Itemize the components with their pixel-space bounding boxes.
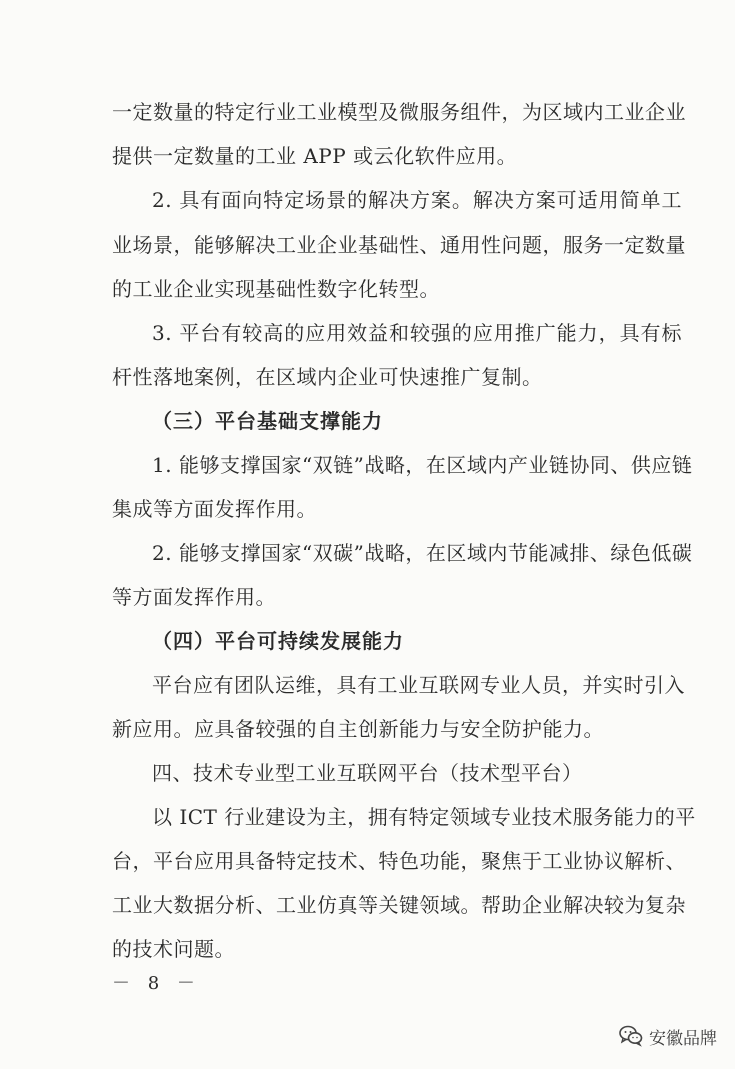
paragraph-line: 的技术问题。 [112,937,235,961]
paragraph-line: 台，平台应用具备特定技术、特色功能，聚焦于工业协议解析、 [112,849,686,873]
paragraph-line: 集成等方面发挥作用。 [112,497,317,521]
subsection-heading: （三）平台基础支撑能力 [152,409,383,433]
wechat-icon [619,1025,643,1047]
paragraph-line: 1. 能够支撑国家“双链”战略，在区域内产业链协同、供应链 [152,453,693,477]
paragraph-line: 工业大数据分析、工业仿真等关键领域。帮助企业解决较为复杂 [112,893,686,917]
paragraph-line: 2. 具有面向特定场景的解决方案。解决方案可适用简单工 [152,188,682,212]
paragraph-line: 杆性落地案例，在区域内企业可快速推广复制。 [112,365,543,389]
watermark [619,1022,717,1050]
subsection-heading: （四）平台可持续发展能力 [152,629,404,653]
watermark-text: 安徽品牌 [649,1028,717,1049]
paragraph-line: 3. 平台有较高的应用效益和较强的应用推广能力，具有标 [152,321,682,345]
paragraph-line: 2. 能够支撑国家“双碳”战略，在区域内节能减排、绿色低碳 [152,541,693,565]
paragraph-line: 提供一定数量的工业 APP 或云化软件应用。 [112,144,518,168]
paragraph-line: 平台应有团队运维，具有工业互联网专业人员，并实时引入 [152,673,685,697]
paragraph-line: 一定数量的特定行业工业模型及微服务组件，为区域内工业企业 [112,100,686,124]
page-number: － 8 － [112,973,201,994]
paragraph-line: 等方面发挥作用。 [112,585,276,609]
section-heading: 四、技术专业型工业互联网平台（技术型平台） [152,761,583,785]
paragraph-line: 的工业企业实现基础性数字化转型。 [112,277,440,301]
paragraph-line: 业场景，能够解决工业企业基础性、通用性问题，服务一定数量 [112,233,686,257]
paragraph-line: 新应用。应具备较强的自主创新能力与安全防护能力。 [112,717,604,741]
paragraph-line: 以 ICT 行业建设为主，拥有特定领域专业技术服务能力的平 [152,805,696,829]
